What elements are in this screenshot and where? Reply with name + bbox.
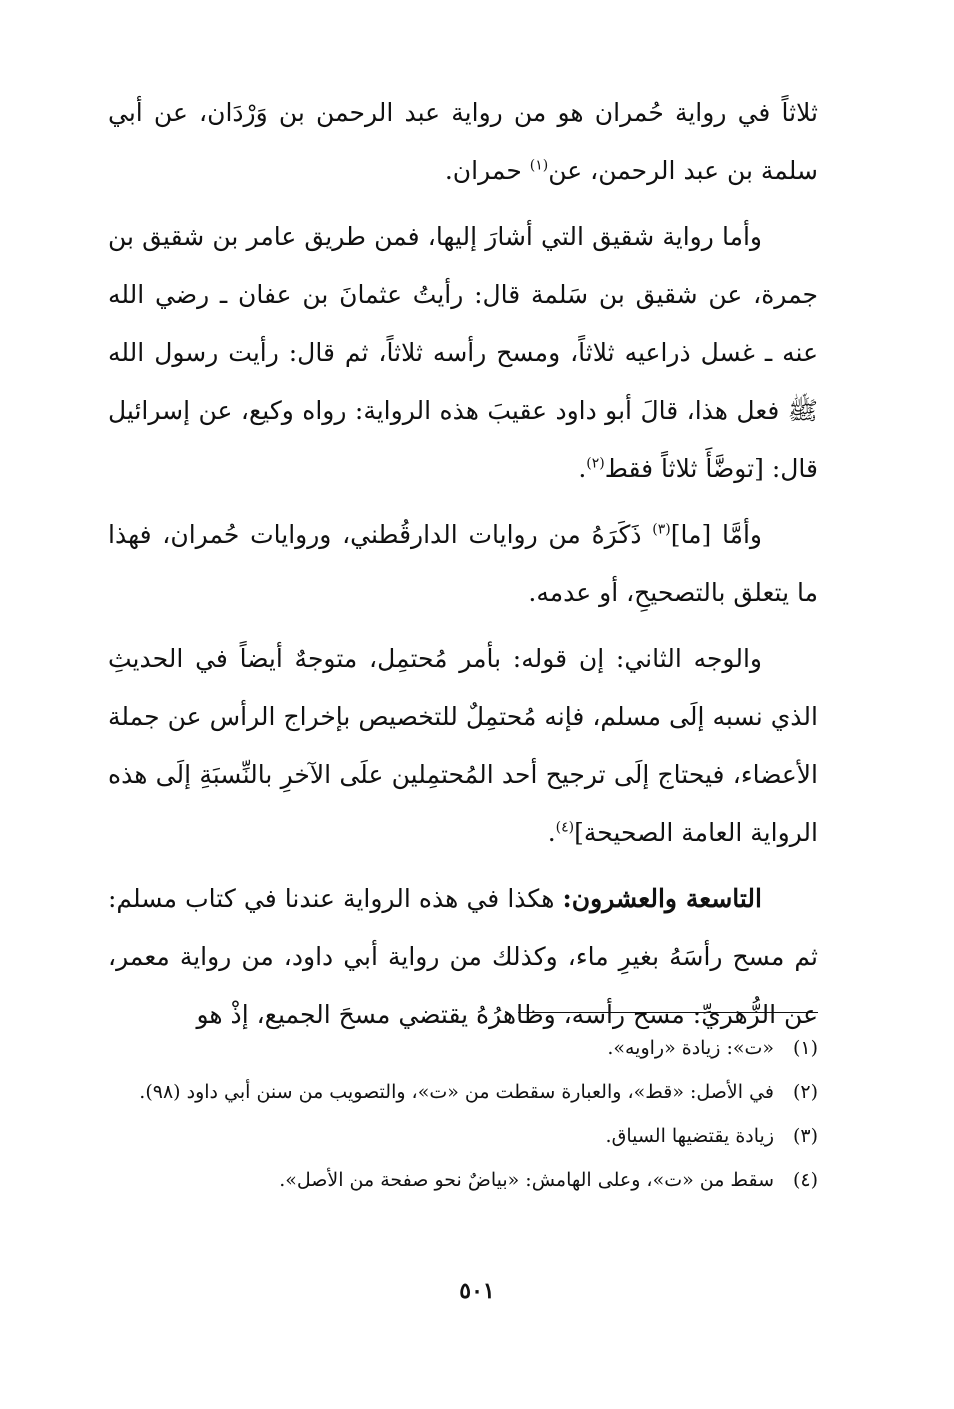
page-content	[108, 84, 818, 1052]
section-lead-heading: التاسعة والعشرون:	[562, 884, 762, 913]
paragraph-3-text-b: ذَكَرَهُ من روايات الدارقُطني، وروايات حُمران، فهذا ما يتعلق بالتصحيحِ، أو عدمه.	[108, 520, 818, 607]
footnote-ref-3[interactable]: (٣)	[652, 521, 671, 538]
footnote-number: (٤)	[792, 1169, 818, 1191]
footnote-ref-1[interactable]: (١)	[529, 157, 549, 174]
main-text	[108, 84, 818, 1044]
footnote-2	[108, 1072, 818, 1112]
footnote-separator	[518, 1012, 818, 1013]
footnote-number: (١)	[792, 1037, 818, 1059]
paragraph-1-text-a: ثلاثاً في رواية حُمران هو من رواية عبد الرحمن بن وَرْدَان، عن أبي سلمة بن عبد الرحمن، عن	[108, 98, 818, 185]
footnote-text: في الأصل: «قط»، والعبارة سقطت من «ت»، والتصويب من سنن أبي داود (٩٨).	[139, 1081, 774, 1103]
footnote-number: (٣)	[792, 1125, 818, 1147]
footnote-1	[108, 1028, 818, 1068]
paragraph-1	[108, 84, 818, 200]
paragraph-3	[108, 506, 818, 622]
paragraph-5-text: هكذا في هذه الرواية عندنا في كتاب مسلم: ثم مسح رأسَهُ بغيرِ ماء، وكذلك من رواية أبي داود، من رواية معمر، عن الزُّهريِّ: مسح رأسه، وظاهرُهُ يقتضي مسحَ الجميع، إذْ هو	[108, 884, 818, 1029]
footnote-text: زيادة يقتضيها السياق.	[605, 1125, 774, 1147]
footnote-number: (٢)	[792, 1081, 818, 1103]
footnote-text: سقط من «ت»، وعلى الهامش: «بياضٌ نحو صفحة من الأصل».	[279, 1169, 774, 1191]
paragraph-1-text-b: حمران.	[444, 156, 530, 185]
page-number: ٥٠١	[459, 1278, 495, 1304]
footnotes-section	[108, 1028, 818, 1204]
paragraph-4-text-b: .	[547, 818, 556, 847]
paragraph-5	[108, 870, 818, 1044]
paragraph-2-text-a: وأما رواية شقيق التي أشارَ إليها، فمن طريق عامر بن شقيق بن جمرة، عن شقيق بن سَلمة قال: رأيتُ عثمانَ بن عفان ـ رضي الله عنه ـ غسل ذراعيه ثلاثاً، ومسح رأسه ثلاثاً، ثم قال: رأيت رسول الله ﷺ فعل هذا، قالَ أبو داود عقيبَ هذه الرواية: رواه وكيع، عن إسرائيل قال: [توضَّأَ ثلاثاً فقط	[108, 222, 818, 483]
footnote-text: «ت»: زيادة «راويه».	[607, 1037, 774, 1059]
paragraph-3-text-a: وأمَّا [ما]	[670, 520, 762, 549]
paragraph-2-text-b: .	[578, 454, 587, 483]
footnote-ref-4[interactable]: (٤)	[555, 819, 575, 836]
footnote-ref-2[interactable]: (٢)	[586, 455, 605, 472]
footnote-4	[108, 1160, 818, 1200]
paragraph-4-text-a: والوجه الثاني: إن قوله: بأمر مُحتمِل، متوجهٌ أيضاً في الحديثِ الذي نسبه إلَى مسلم، فإنه مُحتمِلٌ للتخصيص بإخراج الرأس عن جملة الأعضاء، فيحتاج إلَى ترجيح أحد المُحتمِلين علَى الآخرِ بالنِّسبَةِ إلَى هذه الرواية العامة الصحيحة]	[108, 644, 818, 847]
paragraph-2	[108, 208, 818, 498]
footnote-3	[108, 1116, 818, 1156]
paragraph-4	[108, 630, 818, 862]
